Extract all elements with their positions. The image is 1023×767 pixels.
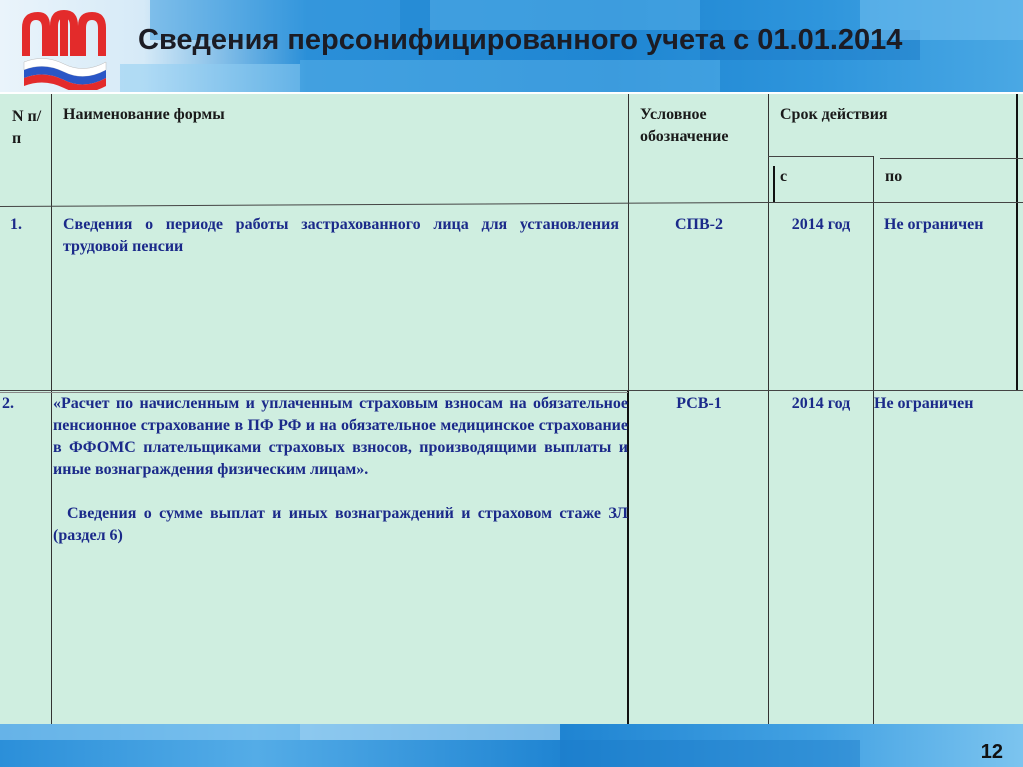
table-row-1-to: Не ограничен xyxy=(884,216,984,233)
table-row-2-code: РСВ-1 xyxy=(676,395,722,412)
table-row-2-from: 2014 год xyxy=(791,395,851,412)
table-row-1-code: СПВ-2 xyxy=(675,216,723,233)
table-row-2-num: 2. xyxy=(2,395,14,412)
header-num: N п/п xyxy=(12,108,42,147)
header-period: Срок действия xyxy=(780,106,888,123)
table-row-2-name: «Расчет по начисленным и уплаченным страховым взносам на обязательное пенсионное страхование в ПФ РФ и на обязательное медицинское страхование в ФФОМС плательщиками страховых взносов, производящими выплаты и иные вознаграждения физическим лицам». xyxy=(53,395,628,478)
table-row-1-name: Сведения о периоде работы застрахованного лица для установления трудовой пенсии xyxy=(63,216,619,255)
forms-table xyxy=(0,94,1023,724)
footer-band xyxy=(0,724,1023,767)
header-from: с xyxy=(780,168,788,185)
page-number: 12 xyxy=(980,741,1003,763)
table-row-2-to: Не ограничен xyxy=(874,395,974,412)
header-form-name: Наименование формы xyxy=(63,106,225,123)
table-row-2-name-extra: Сведения о сумме выплат и иных вознаграждений и страховом стаже ЗЛ (раздел 6) xyxy=(53,505,628,544)
header-to: по xyxy=(885,168,903,185)
table-row-1-num: 1. xyxy=(10,216,22,233)
pension-fund-logo-icon xyxy=(14,6,114,90)
page-title: Сведения персонифицированного учета с 01.01.2014 xyxy=(138,24,903,56)
header-code: Условное обозначение xyxy=(640,106,729,145)
table-row-1-from: 2014 год xyxy=(791,216,851,233)
